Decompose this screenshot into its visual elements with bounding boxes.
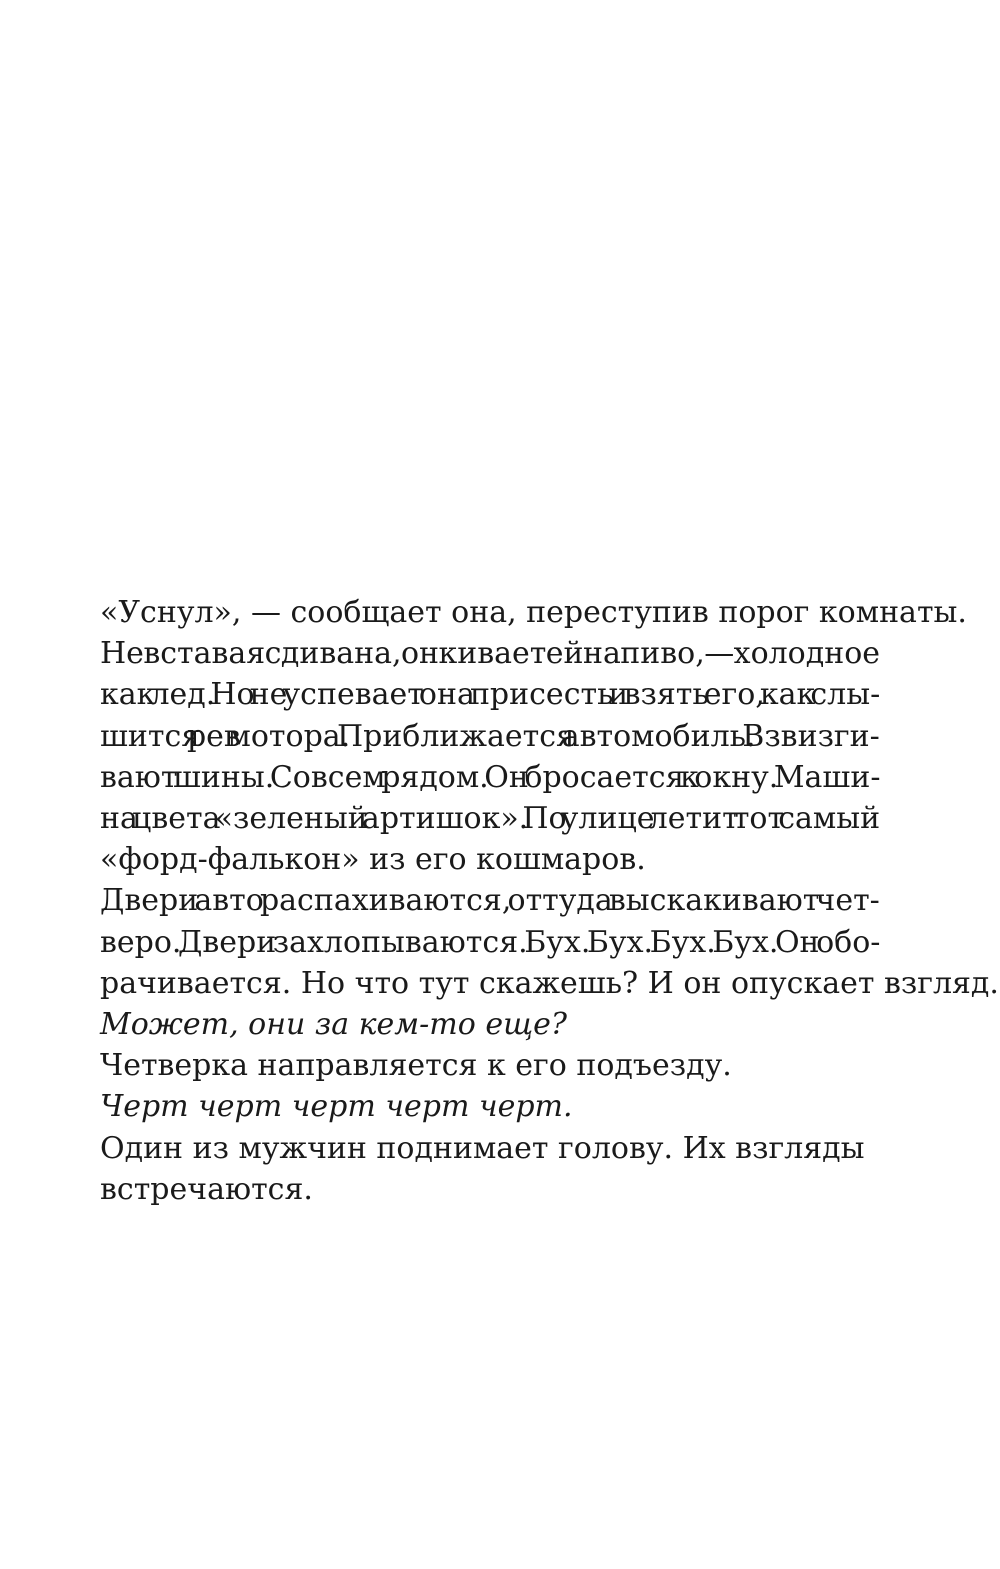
- text-line: Один из мужчин поднимает голову. Их взгляды: [100, 1130, 865, 1166]
- text-line: Четверка направляется к его подъезду.: [100, 1048, 732, 1084]
- text-line: «Уснул», — сообщает она, переступив порог комнаты.: [100, 595, 967, 630]
- paragraph-3: [100, 880, 999, 1004]
- text-line: как лед. Но не успевает она присесть и взять его, как слы-: [100, 677, 881, 713]
- text-line: встречаются.: [100, 1171, 313, 1207]
- text-line: на цвета «зеленый артишок». По улице летит тот самый: [100, 801, 881, 837]
- text-line: «форд-фалькон» из его кошмаров.: [100, 842, 646, 878]
- paragraph-2: [100, 633, 880, 880]
- text-line: Может, они за кем-то еще?: [100, 1007, 567, 1043]
- page-text: [100, 592, 999, 1210]
- paragraph-5: [100, 1045, 880, 1086]
- text-line: рачивается. Но что тут скажешь? И он опускает взгляд.: [100, 965, 999, 1001]
- paragraph-4: [100, 1004, 880, 1045]
- paragraph-6: [100, 1086, 880, 1127]
- text-line: вают шины. Совсем рядом. Он бросается к окну. Маши-: [100, 759, 881, 795]
- paragraph-1: [100, 592, 967, 633]
- text-line: Черт черт черт черт черт.: [100, 1089, 573, 1125]
- text-line: Не вставая с дивана, он кивает ей на пиво, — холодное: [100, 636, 881, 672]
- text-line: шится рев мотора. Приближается автомобиль. Взвизги-: [100, 718, 880, 754]
- text-line: Двери авто распахиваются, оттуда выскакивают чет-: [100, 883, 880, 919]
- paragraph-7: [100, 1128, 880, 1210]
- text-line: веро. Двери захлопываются. Бух. Бух. Бух. Бух. Он обо-: [100, 924, 881, 960]
